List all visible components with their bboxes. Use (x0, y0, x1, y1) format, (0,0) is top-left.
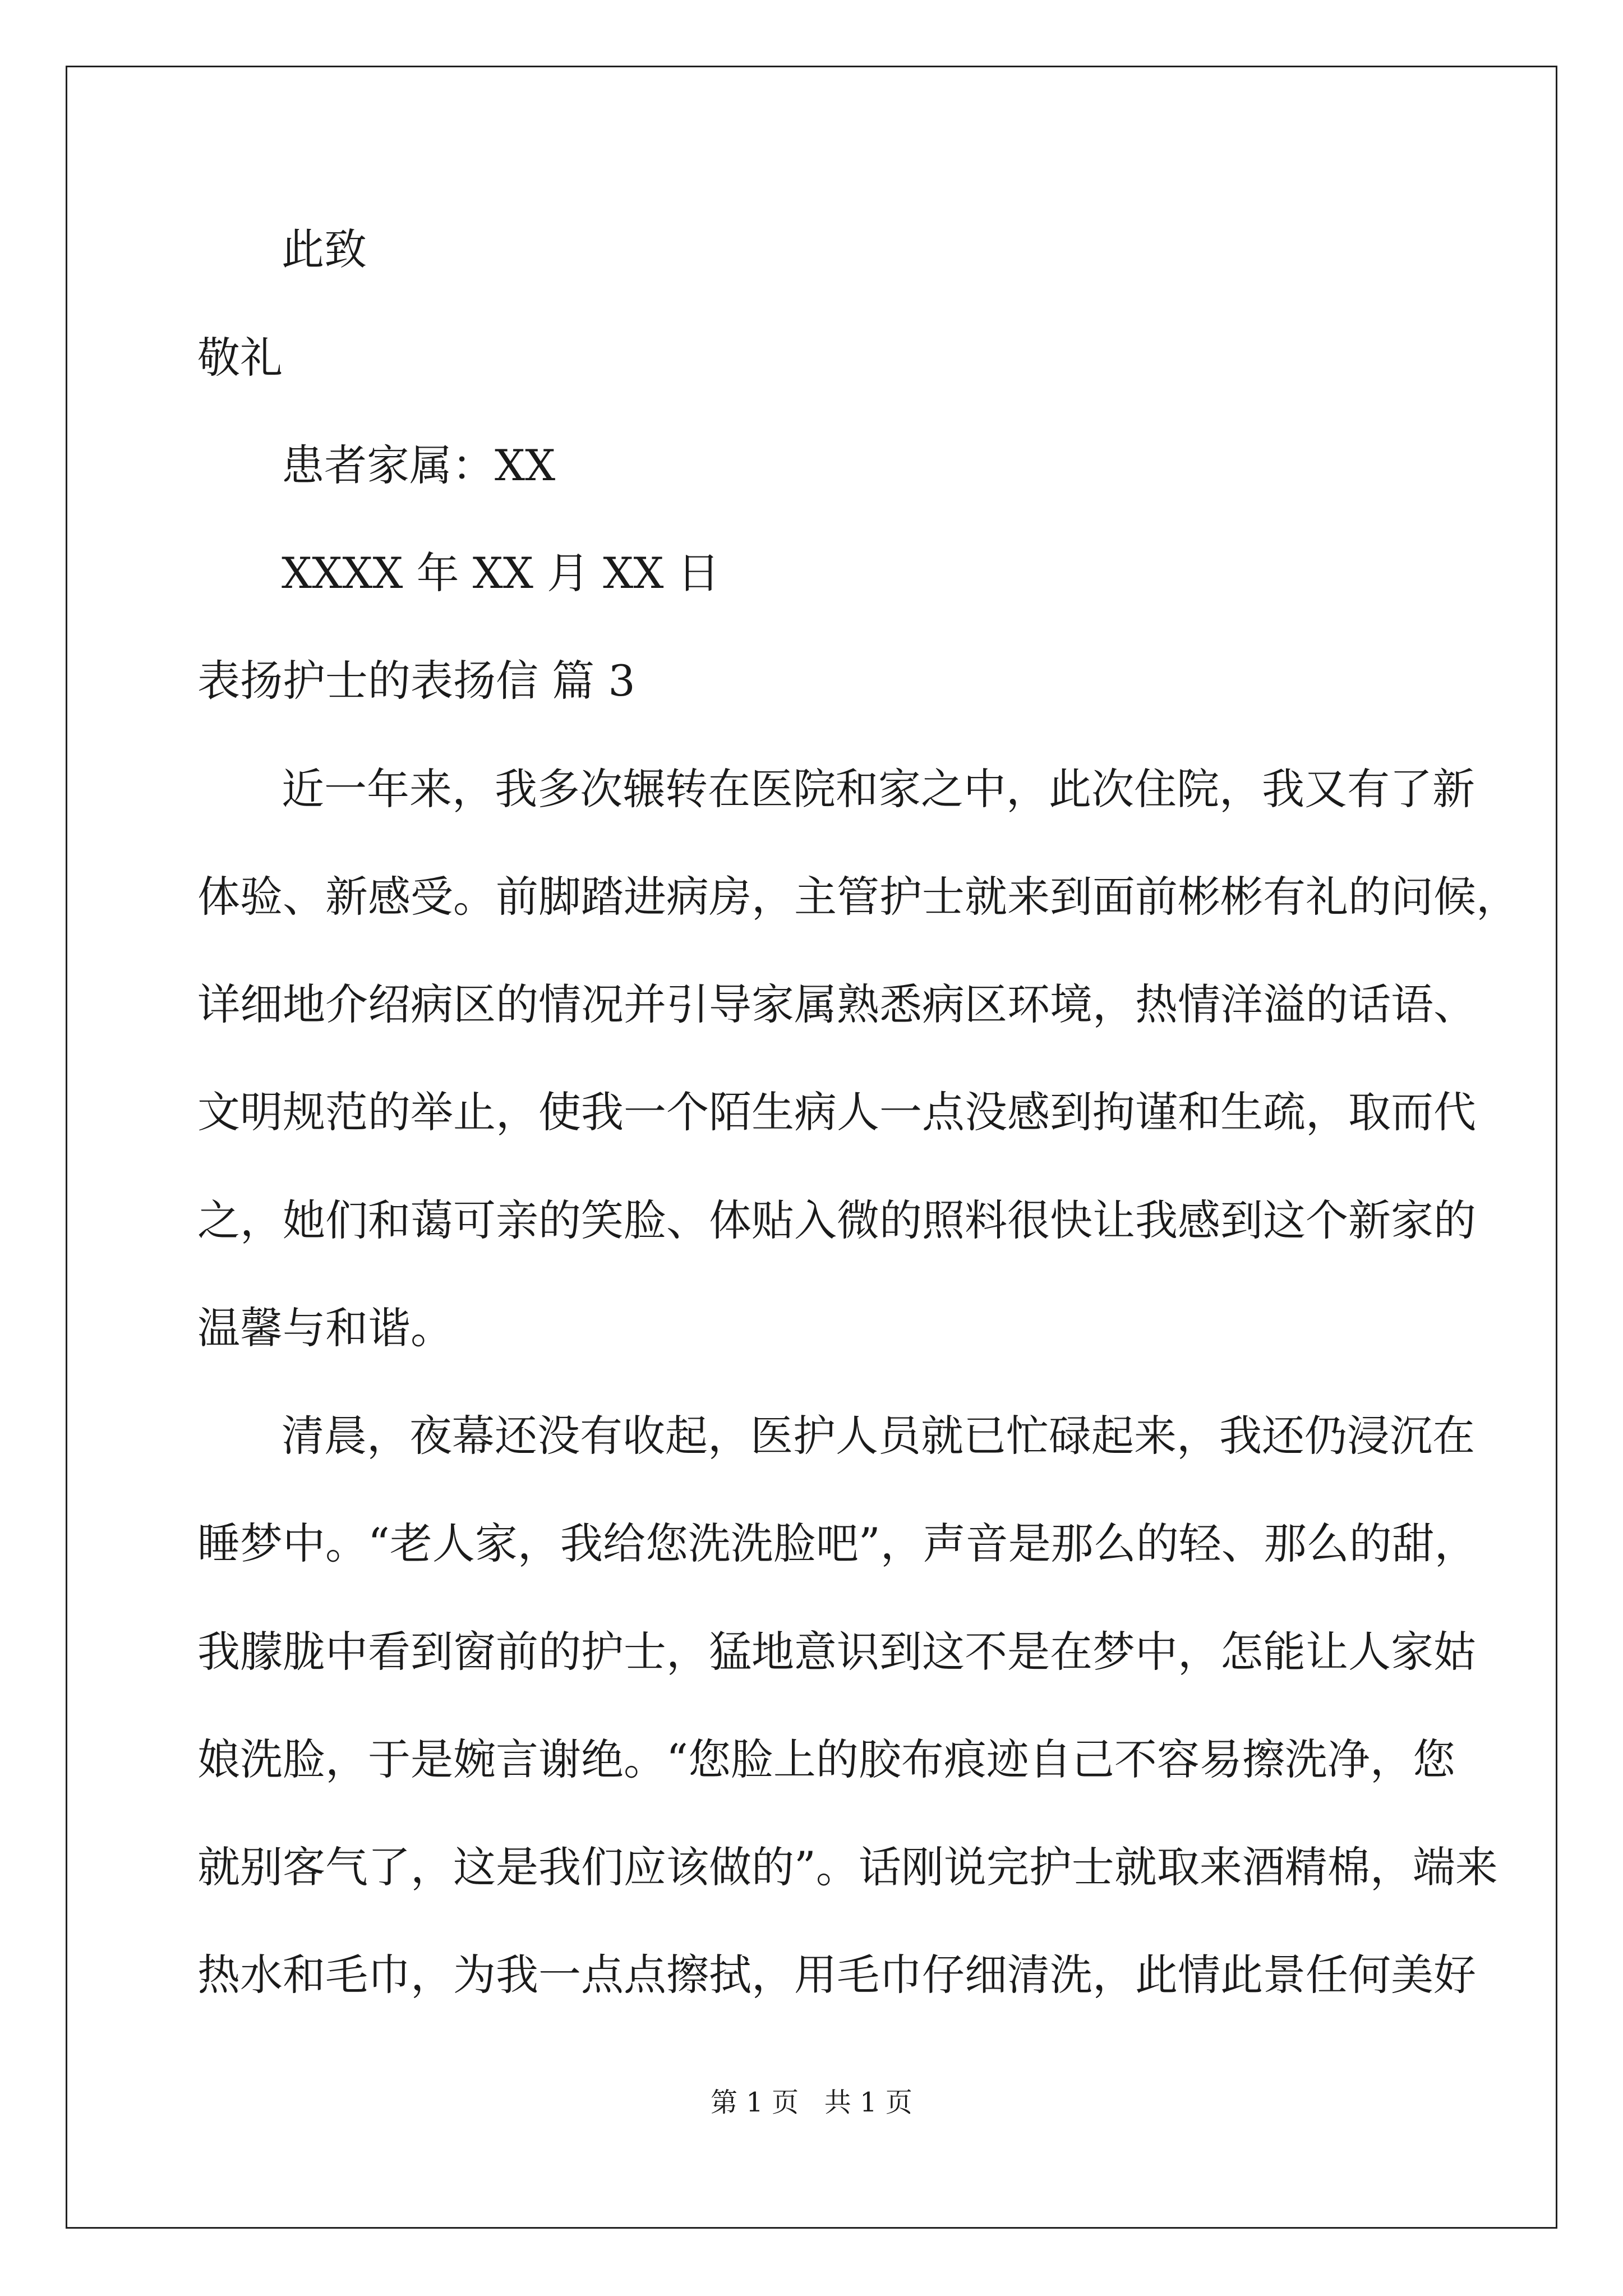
paragraph-line: 文明规范的举止，使我一个陌生病人一点没感到拘谨和生疏，取而代 (197, 1087, 1476, 1137)
paragraph-line: 详细地介绍病区的情况并引导家属熟悉病区环境，热情洋溢的话语、 (197, 979, 1476, 1029)
section-heading: 表扬护士的表扬信 篇 3 (197, 656, 635, 706)
paragraph-line: 就别客气了，这是我们应该做的”。话刚说完护士就取来酒精棉，端来 (197, 1842, 1498, 1892)
paragraph-line: 清晨，夜幕还没有收起，医护人员就已忙碌起来，我还仍浸沉在 (282, 1411, 1475, 1461)
signature-line: 患者家属：XX (282, 440, 556, 490)
closing-line-1: 此致 (282, 224, 367, 274)
page-number-footer: 第 1 页 共 1 页 (711, 2087, 912, 2118)
closing-line-2: 敬礼 (197, 333, 283, 383)
paragraph-line: 之，她们和蔼可亲的笑脸、体贴入微的照料很快让我感到这个新家的 (197, 1195, 1476, 1245)
paragraph-line: 近一年来，我多次辗转在医院和家之中，此次住院，我又有了新 (282, 764, 1475, 814)
page-border (66, 66, 1557, 2229)
paragraph-line: 娘洗脸，于是婉言谢绝。“您脸上的胶布痕迹自己不容易擦洗净，您 (197, 1734, 1455, 1784)
paragraph-line: 睡梦中。“老人家，我给您洗洗脸吧”，声音是那么的轻、那么的甜， (197, 1519, 1477, 1568)
paragraph-line: 我朦胧中看到窗前的护士，猛地意识到这不是在梦中，怎能让人家姑 (197, 1627, 1476, 1677)
paragraph-line: 温馨与和谐。 (197, 1303, 453, 1353)
date-line: XXXX 年 XX 月 XX 日 (282, 548, 720, 598)
paragraph-line: 体验、新感受。前脚踏进病房，主管护士就来到面前彬彬有礼的问候， (197, 872, 1519, 922)
paragraph-line: 热水和毛巾，为我一点点擦拭，用毛巾仔细清洗，此情此景任何美好 (197, 1950, 1476, 2000)
